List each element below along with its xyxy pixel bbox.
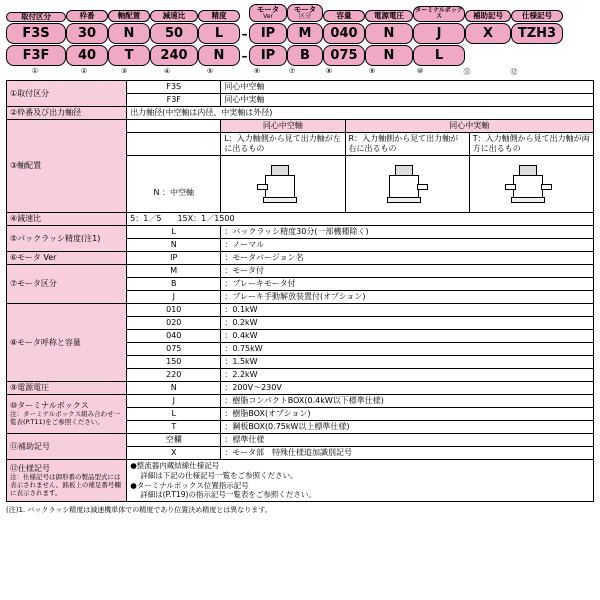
gearbox-icon (505, 165, 557, 205)
axis-code (127, 156, 221, 213)
code-cell: N (365, 23, 413, 44)
code-text: ：0.75kW (221, 343, 594, 356)
table-row (7, 226, 594, 239)
code-text: ：2.2kW (221, 369, 594, 382)
table-row (7, 107, 594, 120)
code-index: ⑤ (206, 67, 214, 76)
code-value: B (127, 278, 221, 291)
row-text: 出力軸径(中空軸は内径、中実軸は外径) (127, 107, 594, 120)
code-index: ⑩ (416, 67, 424, 76)
code-text: ：標準仕様 (221, 434, 594, 447)
code-value: 220 (127, 369, 221, 382)
code-cell: TZH3 (511, 23, 563, 44)
code-value: F3S (127, 81, 221, 94)
axis-figure-hollow (221, 156, 345, 213)
row-label: ④減速比 (7, 213, 127, 226)
table-row (7, 265, 594, 278)
code-text: ：鋼板BOX(0.75kW以上標準仕様) (221, 421, 594, 434)
code-value: 空欄 (127, 434, 221, 447)
code-index: ⑨ (368, 67, 376, 76)
legend-header-cell: 仕様記号 (511, 10, 563, 22)
code-text: ：0.1kW (221, 304, 594, 317)
code-index: ② (80, 67, 88, 76)
legend-header-cell: モータ Ver (249, 4, 287, 22)
axis-blank (127, 120, 221, 133)
code-text: 同心中実軸 (221, 94, 594, 107)
code-value: J (127, 395, 221, 408)
code-text: ：ブレーキモータ付 (221, 278, 594, 291)
code-index: ④ (163, 67, 171, 76)
code-cell: N (108, 23, 150, 44)
code-row-1 (6, 23, 594, 44)
legend-header-sub: Ver (263, 12, 273, 20)
legend-header-cell: 枠番 (66, 10, 108, 22)
table-row (7, 252, 594, 265)
table-row (7, 304, 594, 317)
code-index-row (6, 67, 594, 77)
code-index: ⑦ (288, 67, 296, 76)
code-text: ：モータ部 特殊仕様追加識別記号 (221, 447, 594, 460)
code-cell: F3S (6, 23, 66, 44)
code-text: ：ノーマル (221, 239, 594, 252)
code-value: 150 (127, 356, 221, 369)
hyphen-separator: – (241, 48, 248, 63)
axis-code-text: ：中空軸 (162, 188, 195, 198)
spec-bullet-title: ●整流器内蔵結線仕様記号 (130, 461, 220, 471)
row-label: ③軸配置 (7, 120, 127, 213)
legend-header-cell: 容量 (323, 10, 365, 22)
code-cell-empty (465, 52, 511, 60)
code-cell: IP (249, 45, 287, 66)
table-row (7, 382, 594, 395)
axis-code-value: N (153, 188, 160, 198)
row-label (7, 460, 127, 502)
code-cell: L (413, 45, 465, 66)
code-value: T (127, 421, 221, 434)
spec-bullet-text: 詳細は下記の仕様記号一覧をご参照ください。 (140, 470, 298, 480)
footnote: (注)1. バックラッシ精度は減速機単体での精度であり位置決め精度とは異なります。 (6, 506, 272, 515)
code-cell: 040 (323, 23, 365, 44)
axis-col-solid: 同心中実軸 (345, 120, 593, 133)
table-row (7, 395, 594, 408)
legend-header-cell: 減速比 (150, 10, 198, 22)
code-cell: 240 (150, 45, 198, 66)
row-label: ⑨電源電圧 (7, 382, 127, 395)
code-value: 010 (127, 304, 221, 317)
legend-header-cell: ターミナルボックス (413, 6, 465, 23)
code-value: 020 (127, 317, 221, 330)
code-index: ⑪ (463, 68, 471, 77)
legend-header-cell: モータ 区分 (287, 4, 323, 22)
code-cell: L (198, 23, 240, 44)
code-text: ：0.2kW (221, 317, 594, 330)
legend-header-cell: 電源電圧 (365, 10, 413, 22)
code-cell: M (287, 23, 323, 44)
code-index: ⑫ (510, 68, 518, 77)
code-index: ③ (120, 67, 128, 76)
code-text: ：0.4kW (221, 330, 594, 343)
code-cell: T (108, 45, 150, 66)
code-value: IP (127, 252, 221, 265)
code-cell: 50 (150, 23, 198, 44)
code-value: X (127, 447, 221, 460)
code-index-spacer (230, 67, 239, 77)
spec-description-table (6, 80, 594, 502)
code-cell-empty (511, 52, 563, 60)
table-row (7, 460, 594, 502)
code-text: ：バックラッシ精度30分(一部機種除く) (221, 226, 594, 239)
row-label-text: ⑫仕様記号 (10, 463, 50, 473)
code-cell: B (287, 45, 323, 66)
row-label: ②枠番及び出力軸径 (7, 107, 127, 120)
table-row (7, 213, 594, 226)
row-label: ⑧モータ呼称と容量 (7, 304, 127, 382)
code-value: L (127, 226, 221, 239)
code-index: ⑧ (325, 67, 333, 76)
code-cell: 30 (66, 23, 108, 44)
row-label: ⑤バックラッシ精度(注1) (7, 226, 127, 252)
row-label: ⑦モータ区分 (7, 265, 127, 304)
code-cell: IP (249, 23, 287, 44)
code-cell: N (198, 45, 240, 66)
row-label: ⑪補助記号 (7, 434, 127, 460)
legend-header-cell: 軸配置 (108, 10, 150, 22)
legend-header-sub: 区分 (298, 12, 311, 20)
row-label: ①取付区分 (7, 81, 127, 107)
table-row (7, 120, 594, 133)
code-text: ：200V～230V (221, 382, 594, 395)
axis-note-t: T：入力軸側から見て出力軸が両方に出るもの (469, 133, 593, 156)
axis-note-r: R：入力軸側から見て出力軸が右に出るもの (345, 133, 469, 156)
gearbox-icon (257, 165, 309, 205)
code-text: ：ブレーキ手動解放装置付(オプション) (221, 291, 594, 304)
code-text: ：樹脂コンパクトBOX(0.4kW以下標準仕様) (221, 395, 594, 408)
row-label-text: ⑩ターミナルボックス (10, 401, 89, 411)
code-text: ：樹脂BOX(オプション) (221, 408, 594, 421)
row-label-note: 注：仕様記号は御形番の製品型式には表示されません。銘板上の補足番号欄に表示されます。 (10, 472, 121, 497)
code-cell: X (465, 23, 511, 44)
row-label-note: 注：ターミナルボックス組み合わせ一覧表(P.T11)をご参照ください。 (10, 410, 121, 427)
code-value: F3F (127, 94, 221, 107)
spec-bullet-title: ●ターミナルボックス位置指示記号 (130, 480, 249, 490)
row-text: 5：1／5 15X：1／1500 (127, 213, 594, 226)
axis-note-l: L：入力軸側から見て出力軸が左に出るもの (221, 133, 345, 156)
spec-symbol-block (127, 460, 594, 502)
code-value: N (127, 239, 221, 252)
row-label: ⑥モータ Ver (7, 252, 127, 265)
table-row (7, 81, 594, 94)
legend-header-cell: 補助記号 (465, 10, 511, 22)
code-legend-header (6, 4, 594, 22)
code-value: J (127, 291, 221, 304)
legend-header-cell: 精度 (198, 10, 240, 22)
axis-blank (127, 133, 221, 156)
gearbox-icon (381, 165, 433, 205)
code-value: M (127, 265, 221, 278)
code-row-2 (6, 45, 594, 66)
table-row (7, 434, 594, 447)
code-text: ：1.5kW (221, 356, 594, 369)
code-value: 075 (127, 343, 221, 356)
code-cell: 40 (66, 45, 108, 66)
code-text: ：モータバージョン名 (221, 252, 594, 265)
row-label (7, 395, 127, 434)
code-cell: N (365, 45, 413, 66)
code-value: L (127, 408, 221, 421)
legend-header-cell: 取付区分 (6, 12, 66, 22)
code-text: 同心中空軸 (221, 81, 594, 94)
axis-col-hollow: 同心中空軸 (221, 120, 345, 133)
axis-figure-solid-t (469, 156, 593, 213)
code-value: N (127, 382, 221, 395)
spec-bullet-text: 詳細は(P.T19)の指示記号一覧表をご参照ください。 (140, 490, 316, 500)
code-cell: 075 (323, 45, 365, 66)
code-index: ① (31, 67, 39, 76)
code-cell: J (413, 23, 465, 44)
hyphen-separator: – (241, 26, 248, 41)
code-index: ⑥ (253, 67, 261, 76)
axis-figure-solid-r (345, 156, 469, 213)
code-value: 040 (127, 330, 221, 343)
code-text: ：モータ付 (221, 265, 594, 278)
code-cell: F3F (6, 45, 66, 66)
